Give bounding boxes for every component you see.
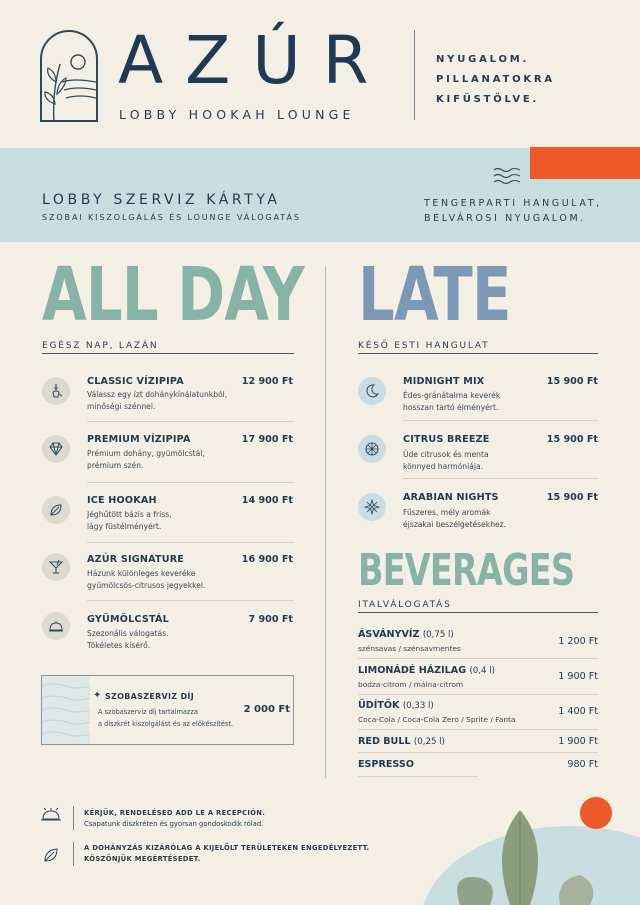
fee-box-texture [42, 676, 90, 744]
band-tagline-line-1: TENGERPARTI HANGULAT, [424, 198, 602, 209]
bev-desc-softdrinks: Coca-Cola / Coca-Cola Zero / Sprite / Fanta [358, 715, 516, 724]
logo-mark [40, 30, 98, 122]
cloche-icon [42, 612, 70, 640]
footer-divider [73, 842, 74, 866]
bev-name-softdrinks: ÜDÍTŐK (0,33 l) [358, 700, 434, 711]
item-desc-arabian: Fűszeres, mély aromák éjszakai beszélgetésekhez. [403, 508, 507, 529]
footer-order-note: KÉRJÜK, RENDELÉSED ADD LE A RECEPCIÓN. Csapatunk diszkréten és gyorsan gondoskodik rólad. [84, 809, 266, 828]
bev-name-water: ÁSVÁNYVÍZ (0,75 l) [358, 629, 454, 640]
bev-desc-lemonade: bodza-citrom / málna-citrom [358, 680, 464, 689]
item-name-ice: ICE HOOKAH [87, 495, 157, 506]
all-day-subtitle: EGÉSZ NAP, LAZÁN [42, 341, 159, 351]
bev-price-water: 1 200 Ft [558, 636, 598, 647]
tagline-line-1: NYUGALOM. [436, 54, 530, 65]
beach-leaf-icon [42, 32, 98, 122]
bev-name-espresso: ESPRESSO [358, 759, 414, 770]
bell-icon [40, 805, 62, 827]
fee-title: SZOBASZERVIZ DÍJ [105, 692, 194, 701]
item-name-premium: PREMIUM VÍZIPIPA [87, 434, 191, 445]
item-desc-signature: Házunk különleges keveréke gyümölcsös-citrusos jegyekkel. [87, 569, 206, 590]
all-day-heading: ALL DAY [42, 252, 304, 338]
fee-desc: A szobaszerviz díj tartalmazza a diszkrét kiszolgálást és az előkészítést. [98, 708, 234, 728]
late-rule [358, 353, 598, 354]
brand-subtitle: LOBBY HOOKAH LOUNGE [119, 107, 355, 122]
tagline-line-2: PILLANATOKRA [436, 74, 555, 85]
tagline [436, 50, 555, 110]
item-desc-midnight: Édes-gránátalma keverék hosszan tartó élményért. [403, 391, 501, 412]
hookah-icon [42, 377, 70, 405]
bev-price-lemonade: 1 900 Ft [558, 671, 598, 682]
item-desc-citrus: Üde citrusok és menta könnyed harmóniája. [403, 450, 489, 471]
brand-name: AZÚR [118, 22, 391, 99]
item-name-arabian: ARABIAN NIGHTS [403, 492, 499, 503]
item-price-arabian: 15 900 Ft [546, 492, 598, 503]
band-tagline-line-2: BELVÁROSI NYUGALOM. [424, 213, 586, 224]
orange-accent-block [530, 147, 640, 179]
item-name-citrus: CITRUS BREEZE [403, 434, 490, 445]
bev-desc-water: szénsavas / szénsavmentes [358, 644, 461, 653]
header-divider [414, 30, 415, 120]
tagline-line-3: KIFÜSTÖLVE. [436, 94, 540, 105]
item-separator [403, 420, 598, 421]
bev-price-redbull: 1 900 Ft [558, 736, 598, 747]
item-separator [87, 542, 294, 543]
bev-name-lemonade: LIMONÁDÉ HÁZILAG (0,4 l) [358, 665, 495, 676]
bev-name-redbull: RED BULL (0,25 l) [358, 736, 445, 747]
item-separator [358, 752, 598, 753]
bev-price-softdrinks: 1 400 Ft [558, 706, 598, 717]
beverages-rule [358, 612, 598, 613]
band-tagline [424, 196, 602, 226]
item-desc-ice: Jéghűtött bázis a friss, lágy füstélményért. [87, 510, 172, 531]
item-price-premium: 17 900 Ft [241, 434, 293, 445]
column-divider [325, 266, 326, 778]
item-separator [358, 729, 598, 730]
item-price-classic: 12 900 Ft [241, 376, 293, 387]
item-separator [87, 600, 294, 601]
beverages-subtitle: ITALVÁLOGATÁS [358, 600, 452, 610]
band-title: LOBBY SZERVIZ KÁRTYA [42, 192, 281, 208]
item-separator [358, 658, 598, 659]
no-smoking-leaf-icon [42, 846, 60, 868]
item-separator [87, 421, 294, 422]
item-separator [403, 478, 598, 479]
fee-price: 2 000 Ft [243, 704, 290, 715]
item-name-signature: AZÚR SIGNATURE [87, 554, 185, 565]
item-desc-fruit: Szezonális válogatás. Tökéletes kísérő. [87, 629, 169, 650]
item-price-midnight: 15 900 Ft [546, 376, 598, 387]
late-subtitle: KÉSŐ ESTI HANGULAT [358, 341, 490, 351]
moon-icon [358, 377, 386, 405]
item-price-fruit: 7 900 Ft [248, 614, 293, 625]
item-separator [358, 776, 478, 777]
item-desc-premium: Prémium dohány, gyümölcstál, prémium szén. [87, 449, 205, 470]
diamond-icon [42, 435, 70, 463]
item-price-signature: 16 900 Ft [241, 554, 293, 565]
item-price-ice: 14 900 Ft [241, 495, 293, 506]
item-name-classic: CLASSIC VÍZIPIPA [87, 376, 184, 387]
beverages-heading: BEVERAGES [358, 545, 575, 596]
citrus-icon [358, 435, 386, 463]
cocktail-icon [42, 553, 70, 581]
item-name-midnight: MIDNIGHT MIX [403, 376, 485, 387]
footer-divider [73, 806, 74, 830]
all-day-rule [42, 353, 294, 354]
late-heading: LATE [358, 252, 511, 338]
leaves-decoration [440, 805, 640, 905]
leaf-icon [42, 496, 70, 524]
item-separator [87, 482, 294, 483]
item-price-citrus: 15 900 Ft [546, 434, 598, 445]
waves-icon [493, 166, 521, 190]
band-subtitle: SZOBAI KISZOLGÁLÁS ÉS LOUNGE VÁLOGATÁS [42, 213, 301, 222]
item-separator [358, 694, 598, 695]
sparkle-icon: ✦ [93, 690, 102, 701]
star-icon [358, 493, 386, 521]
bev-price-espresso: 980 Ft [567, 759, 598, 770]
footer-smoking-note: A DOHÁNYZÁS KIZÁRÓLAG A KIJELÖLT TERÜLETEKEN ENGEDÉLYEZETT. KÖSZÖNJÜK MEGÉRTÉSEDET. [84, 844, 370, 863]
item-desc-classic: Válassz egy ízt dohánykínálatunkból, minőségi szénnel. [87, 390, 228, 411]
item-name-fruit: GYÜMÖLCSTÁL [87, 614, 169, 625]
